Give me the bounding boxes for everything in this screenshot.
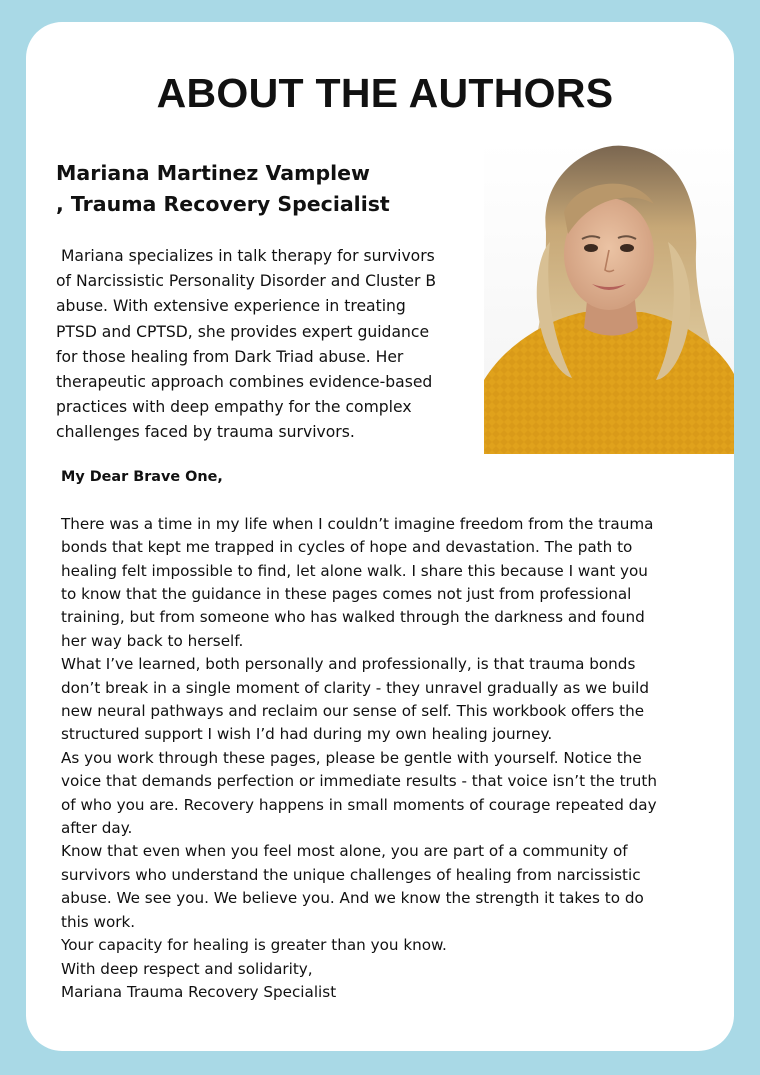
letter-line: new neural pathways and reclaim our sense of self. This workbook offers the (61, 702, 645, 721)
letter-line: don’t break in a single moment of clarity - they unravel gradually as we build (61, 678, 650, 697)
author-portrait-photo (484, 142, 734, 454)
letter-paragraph (61, 653, 711, 747)
bio-line: abuse. With extensive experience in treating (56, 297, 406, 316)
letter-line: There was a time in my life when I couldn’t imagine freedom from the trauma (61, 514, 654, 533)
letter-paragraph (61, 747, 711, 841)
letter-line: training, but from someone who has walked through the darkness and found (61, 608, 645, 627)
bio-line: PTSD and CPTSD, she provides expert guidance (56, 322, 430, 341)
letter-line: Your capacity for healing is greater than you know. (61, 936, 447, 955)
bio-line: Mariana specializes in talk therapy for survivors (56, 247, 435, 265)
letter-paragraph (61, 513, 711, 653)
letter-line: her way back to herself. (61, 631, 244, 650)
letter (61, 466, 711, 1004)
author-name-line-2: , Trauma Recovery Specialist (56, 192, 390, 216)
letter-line: structured support I wish I’d had during my own healing journey. (61, 725, 553, 744)
letter-closing: With deep respect and solidarity, (61, 959, 313, 978)
bio-line: practices with deep empathy for the complex (56, 398, 412, 417)
letter-line: abuse. We see you. We believe you. And we know the strength it takes to do (61, 889, 644, 908)
letter-line: bonds that kept me trapped in cycles of hope and devastation. The path to (61, 538, 633, 557)
letter-line: survivors who understand the unique challenges of healing from narcissistic (61, 865, 641, 884)
author-bio (56, 244, 488, 446)
letter-line: voice that demands perfection or immediate results - that voice isn’t the truth (61, 772, 658, 791)
page-card (26, 22, 734, 1051)
author-name-line-1: Mariana Martinez Vamplew (56, 161, 370, 185)
letter-line: to know that the guidance in these pages comes not just from professional (61, 585, 632, 604)
letter-line: What I’ve learned, both personally and professionally, is that trauma bonds (61, 655, 636, 674)
bio-line: of Narcissistic Personality Disorder and Cluster B (56, 272, 437, 291)
letter-line: As you work through these pages, please be gentle with yourself. Notice the (61, 748, 642, 767)
letter-line: Know that even when you feel most alone, you are part of a community of (61, 842, 628, 861)
letter-line: of who you are. Recovery happens in small moments of courage repeated day (61, 795, 657, 814)
letter-signature: Mariana Trauma Recovery Specialist (61, 982, 337, 1001)
bio-line: therapeutic approach combines evidence-based (56, 373, 433, 392)
letter-line: this work. (61, 912, 136, 931)
letter-paragraph (61, 840, 711, 934)
bio-line: challenges faced by trauma survivors. (56, 423, 355, 442)
page-title: ABOUT THE AUTHORS (156, 70, 614, 116)
letter-line: after day. (61, 819, 133, 838)
letter-line: healing felt impossible to find, let alone walk. I share this because I want you (61, 561, 648, 580)
letter-greeting: My Dear Brave One, (61, 469, 223, 485)
author-name (56, 158, 476, 220)
letter-paragraph (61, 934, 711, 957)
bio-line: for those healing from Dark Triad abuse. Her (56, 347, 404, 366)
